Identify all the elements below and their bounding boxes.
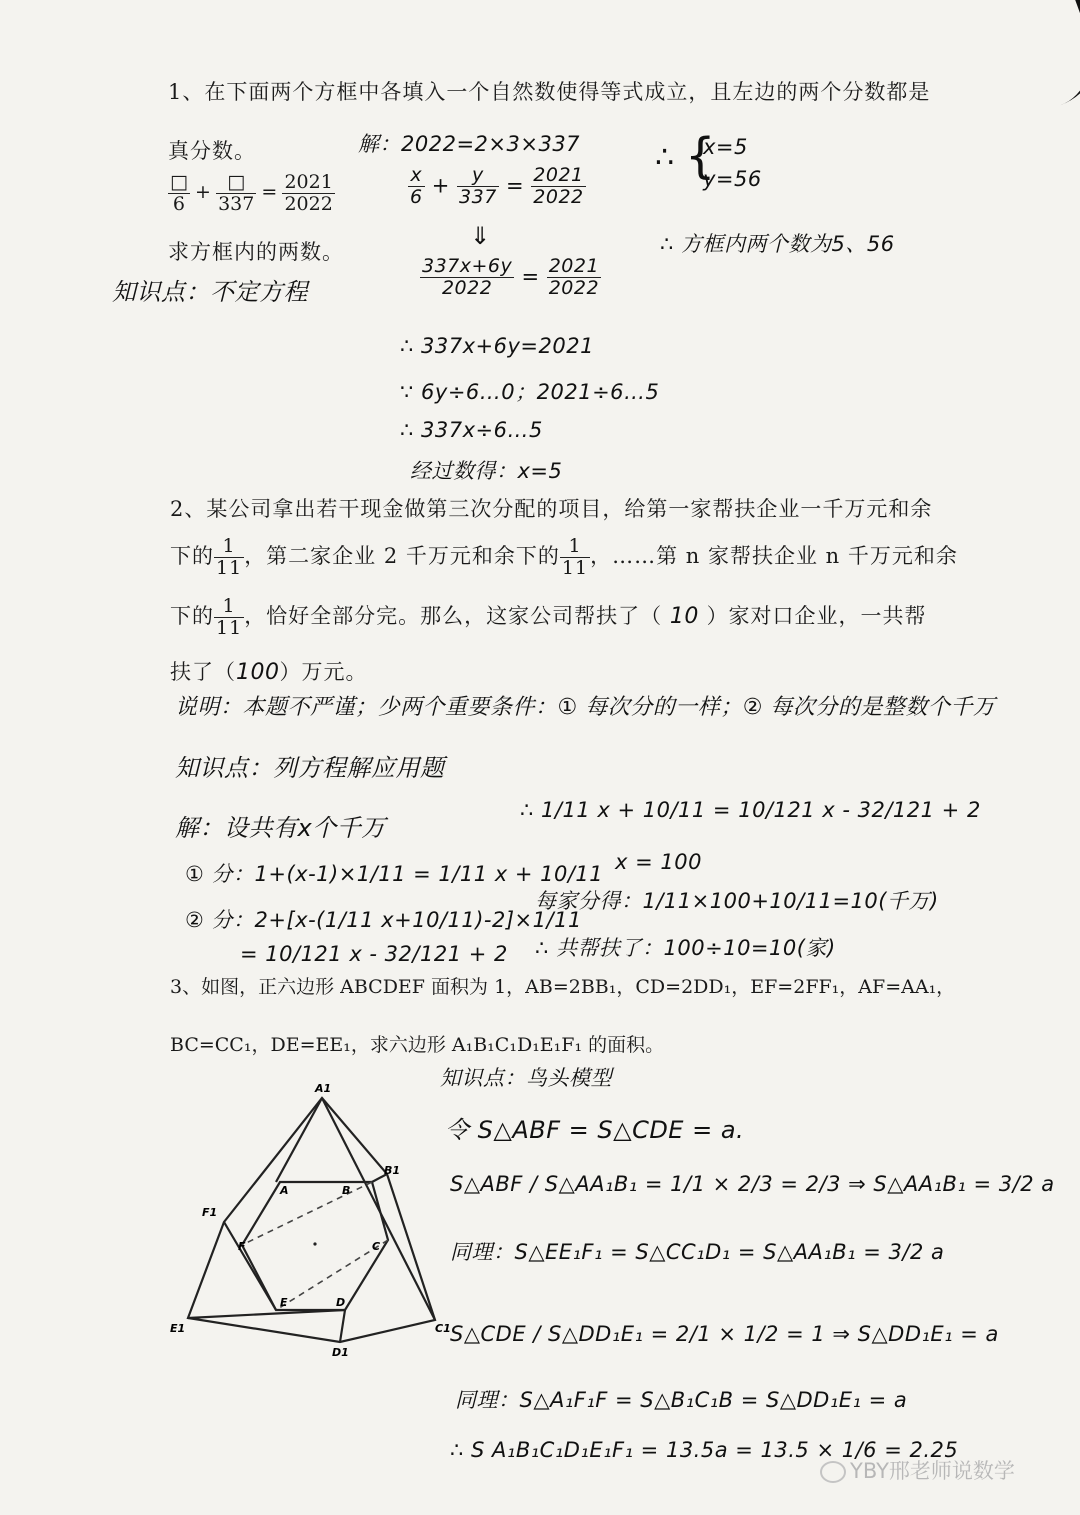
q3-knowledge: 知识点：鸟头模型 bbox=[440, 1066, 612, 1090]
q3-s4: S△CDE / S△DD₁E₁ = 2/1 × 1/2 = 1 ⇒ S△DD₁E₁ = a bbox=[450, 1322, 999, 1346]
label-D: D bbox=[336, 1296, 346, 1309]
q3-line2: BC=CC₁，DE=EE₁，求六边形 A₁B₁C₁D₁E₁F₁ 的面积。 bbox=[170, 1034, 665, 1056]
label-E1: E1 bbox=[170, 1322, 186, 1335]
q1-brace: { bbox=[685, 128, 717, 184]
q2-r4: ∴ 共帮扶了：100÷10=10(家) bbox=[535, 936, 836, 960]
den1: 6 bbox=[172, 192, 186, 215]
box2: □ bbox=[216, 172, 256, 194]
q1-sol-s4: ∵ 6y÷6…0；2021÷6…5 bbox=[400, 380, 660, 404]
label-B1: B1 bbox=[384, 1164, 401, 1177]
watermark: YBY邢老师说数学 bbox=[820, 1455, 1015, 1485]
q2-line1: 2、某公司拿出若干现金做第三次分配的项目，给第一家帮扶企业一千万元和余 bbox=[170, 497, 933, 521]
q2-s1: 解：设共有x个千万 bbox=[175, 814, 386, 842]
q1-line1: 1、在下面两个方框中各填入一个自然数使得等式成立，且左边的两个分数都是 bbox=[168, 80, 931, 104]
label-B: B bbox=[342, 1184, 351, 1197]
label-A1: A1 bbox=[315, 1082, 332, 1095]
page-corner-shadow bbox=[1013, 0, 1080, 109]
q3-s5: 同理：S△A₁F₁F = S△B₁C₁B = S△DD₁E₁ = a bbox=[455, 1388, 908, 1412]
q2-line2: 下的 $\frac{1}{11}$ ，第二家企业 2 千万元和余下的 $\frac{1}{11}$ ，……第 n 家帮扶企业 n 千万元和余 bbox=[170, 535, 958, 579]
box1: □ bbox=[170, 171, 188, 193]
q1-sol-arrow: ⇓ bbox=[470, 222, 491, 250]
q1-r1: x=5 bbox=[703, 135, 748, 159]
q2-line3: 下的 $\frac{1}{11}$ ，恰好全部分完。那么，这家公司帮扶了（ 10 ）家对口企业，一共帮 bbox=[170, 595, 927, 639]
q2-r2: x = 100 bbox=[615, 850, 702, 874]
den2: 337 bbox=[218, 192, 255, 215]
q1-sol-s3: ∴ 337x+6y=2021 bbox=[400, 334, 594, 358]
q3-line1: 3、如图，正六边形 ABCDEF 面积为 1，AB=2BB₁，CD=2DD₁，EF=2FF₁，AF=AA₁， bbox=[170, 976, 956, 998]
q3-s1: 令 S△ABF = S△CDE = a. bbox=[445, 1116, 745, 1144]
hexagon-figure bbox=[160, 1070, 460, 1370]
label-C1: C1 bbox=[435, 1322, 451, 1335]
label-F1: F1 bbox=[202, 1206, 218, 1219]
q2-r1: ∴ 1/11 x + 10/11 = 10/121 x - 32/121 + 2 bbox=[520, 798, 981, 822]
wechat-icon bbox=[820, 1461, 846, 1483]
q1-knowledge: 知识点：不定方程 bbox=[112, 278, 308, 306]
q3-s6: ∴ S A₁B₁C₁D₁E₁F₁ = 13.5a = 13.5 × 1/6 = 2.25 bbox=[450, 1438, 959, 1462]
q2-note: 说明：本题不严谨；少两个重要条件：① 每次分的一样；② 每次分的是整数个千万 bbox=[175, 695, 996, 720]
q3-s3: 同理：S△EE₁F₁ = S△CC₁D₁ = S△AA₁B₁ = 3/2 a bbox=[450, 1240, 945, 1264]
q2-line4: 扶了（100）万元。 bbox=[170, 660, 368, 685]
rhs-num: 2021 bbox=[284, 171, 333, 193]
q2-knowledge: 知识点：列方程解应用题 bbox=[175, 754, 445, 782]
label-F: F bbox=[238, 1240, 246, 1253]
q2-s2: ① 分：1+(x-1)×1/11 = 1/11 x + 10/11 bbox=[185, 862, 604, 886]
q2-s4: = 10/121 x - 32/121 + 2 bbox=[240, 942, 508, 966]
q1-r3: ∴ 方框内两个数为5、56 bbox=[660, 232, 895, 256]
label-A: A bbox=[280, 1184, 289, 1197]
label-D1: D1 bbox=[332, 1346, 349, 1359]
q1-sol-s6: 经过数得：x=5 bbox=[410, 459, 563, 483]
q1-sol-s1: 解：2022=2×3×337 bbox=[358, 132, 581, 156]
q2-answer-2: 100 bbox=[236, 660, 280, 685]
q1-equation: $\frac{□}{6}$ + $\frac{□}{337}$ = $\frac{2021}{2022}$ bbox=[170, 171, 333, 215]
q3-s2: S△ABF / S△AA₁B₁ = 1/1 × 2/3 = 2/3 ⇒ S△AA₁B₁ = 3/2 a bbox=[450, 1172, 1055, 1196]
rhs-den: 2022 bbox=[284, 192, 333, 215]
q1-line2: 真分数。 bbox=[168, 139, 256, 163]
q2-s3: ② 分：2+[x-(1/11 x+10/11)-2]×1/11 bbox=[185, 908, 582, 932]
q2-r3: 每家分得：1/11×100+10/11=10(千万) bbox=[535, 889, 939, 913]
q2-answer-1: 10 bbox=[669, 603, 699, 629]
q1-sol-eq1: $\frac{x}{6}$ + $\frac{y}{337}$ = $\frac{2021}{2022}$ bbox=[410, 164, 584, 208]
q1-therefore: ∴ bbox=[655, 140, 675, 175]
label-C: C bbox=[372, 1240, 381, 1253]
q1-r2: y=56 bbox=[703, 167, 762, 191]
outer-hexagon bbox=[188, 1098, 435, 1342]
q1-ask: 求方框内的两数。 bbox=[168, 240, 344, 264]
q1-sol-eq2: $\frac{337x+6y}{2022}$ = $\frac{2021}{2022}$ bbox=[422, 255, 600, 299]
q1-sol-s5: ∴ 337x÷6…5 bbox=[400, 418, 543, 442]
label-E: E bbox=[280, 1296, 288, 1309]
